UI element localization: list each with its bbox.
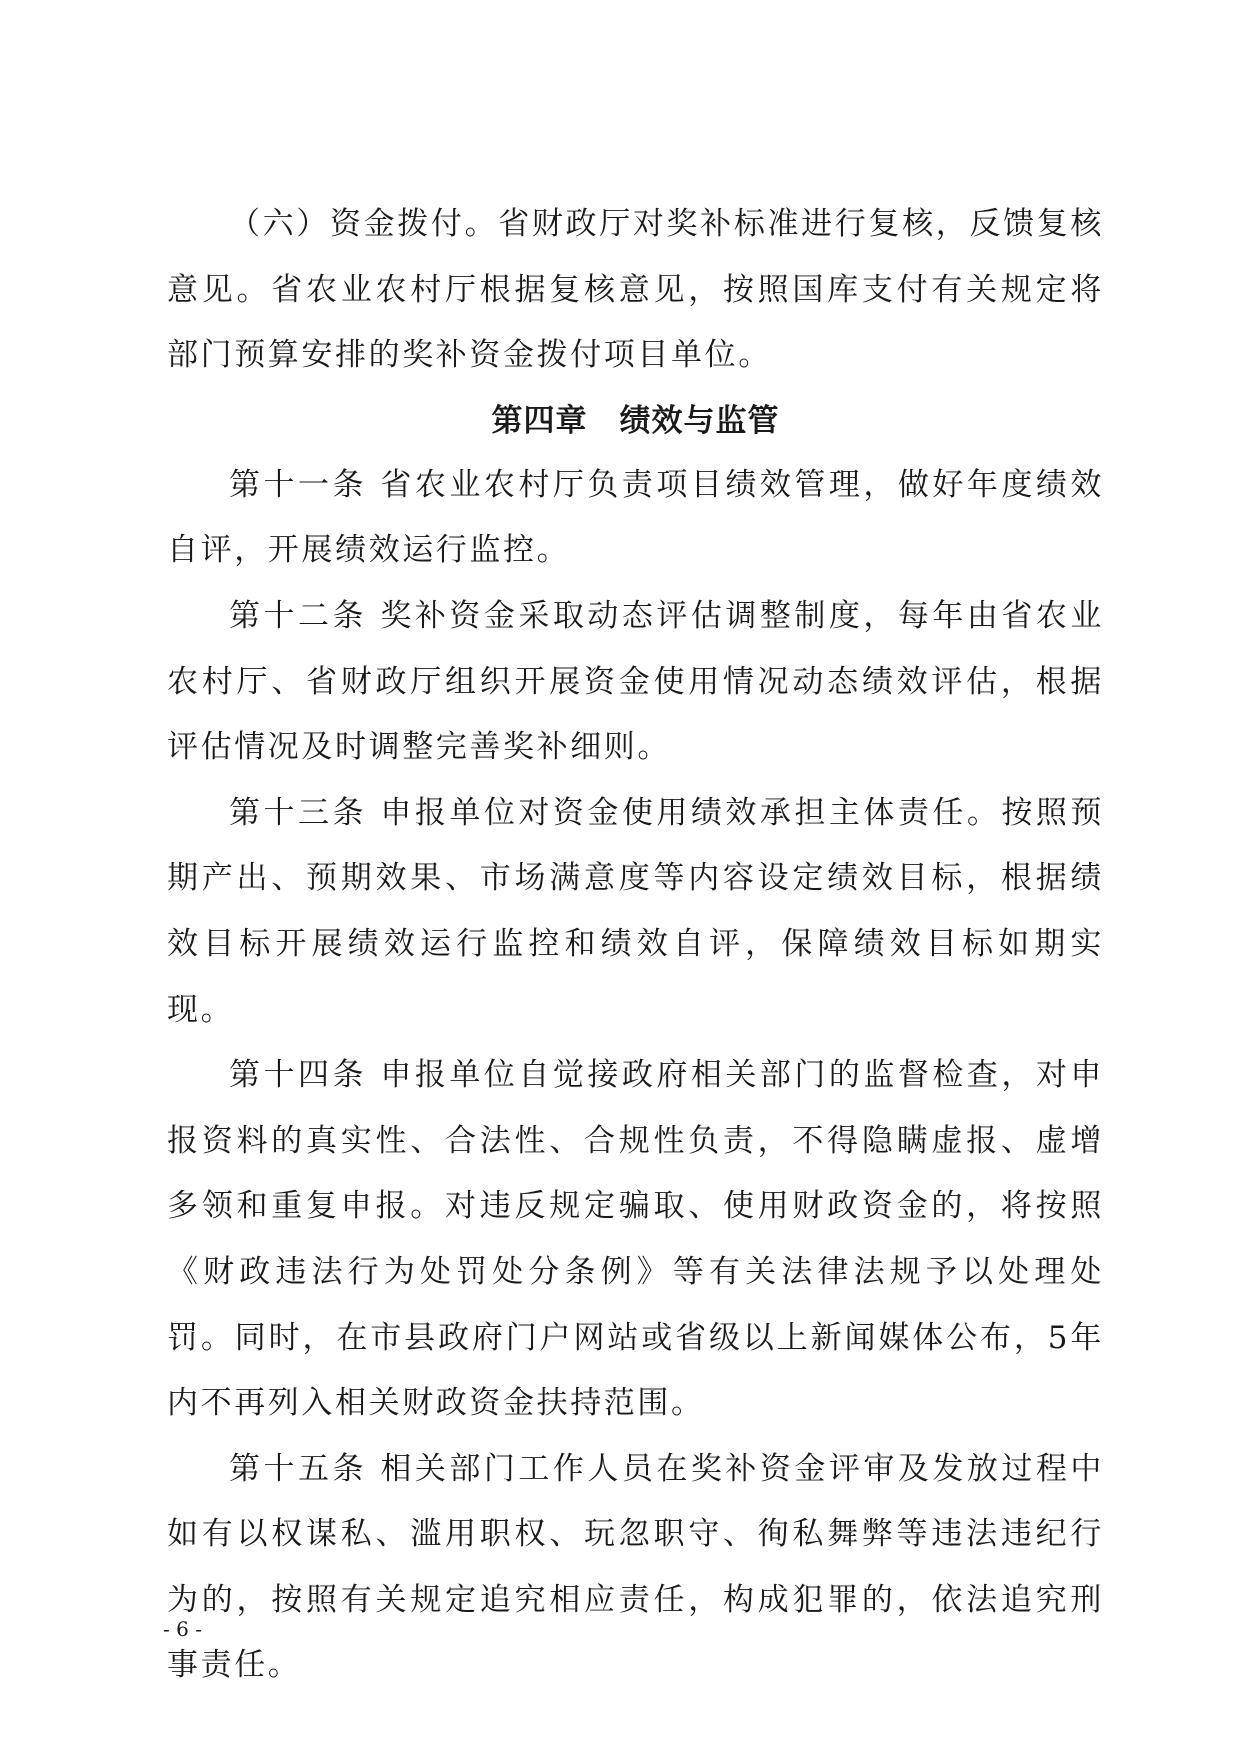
chapter-title: 第四章 绩效与监管 — [491, 402, 780, 439]
article-12: 第十二条 奖补资金采取动态评估调整制度，每年由省农业农村厅、省财政厅组织开展资金使用情况动态绩效评估，根据评估情况及时调整完善奖补细则。 — [167, 597, 1104, 766]
article-13: 第十三条 申报单位对资金使用绩效承担主体责任。按照预期产出、预期效果、市场满意度等内容设定绩效目标，根据绩效目标开展绩效运行监控和绩效自评，保障绩效目标如期实现。 — [167, 794, 1104, 1028]
paragraph-fund-disbursement: （六）资金拨付。省财政厅对奖补标准进行复核，反馈复核意见。省农业农村厅根据复核意见，按照国库支付有关规定将部门预算安排的奖补资金拨付项目单位。 — [167, 206, 1104, 374]
page-body — [167, 192, 1104, 1699]
article-15: 第十五条 相关部门工作人员在奖补资金评审及发放过程中如有以权谋私、滥用职权、玩忽职守、徇私舞弊等违法违纪行为的，按照有关规定追究相应责任，构成犯罪的，依法追究刑事责任。 — [167, 1450, 1104, 1684]
page-number: - 6 - — [163, 1617, 202, 1641]
article-14: 第十四条 申报单位自觉接政府相关部门的监督检查，对申报资料的真实性、合法性、合规性负责，不得隐瞒虚报、虚增多领和重复申报。对违反规定骗取、使用财政资金的，将按照《财政违法行为处罚处分条例》等有关法律法规予以处理处罚。同时，在市县政府门户网站或省级以上新闻媒体公布，5年内不再列入相关财政资金扶持范围。 — [167, 1057, 1104, 1422]
article-11: 第十一条 省农业农村厅负责项目绩效管理，做好年度绩效自评，开展绩效运行监控。 — [167, 466, 1104, 569]
